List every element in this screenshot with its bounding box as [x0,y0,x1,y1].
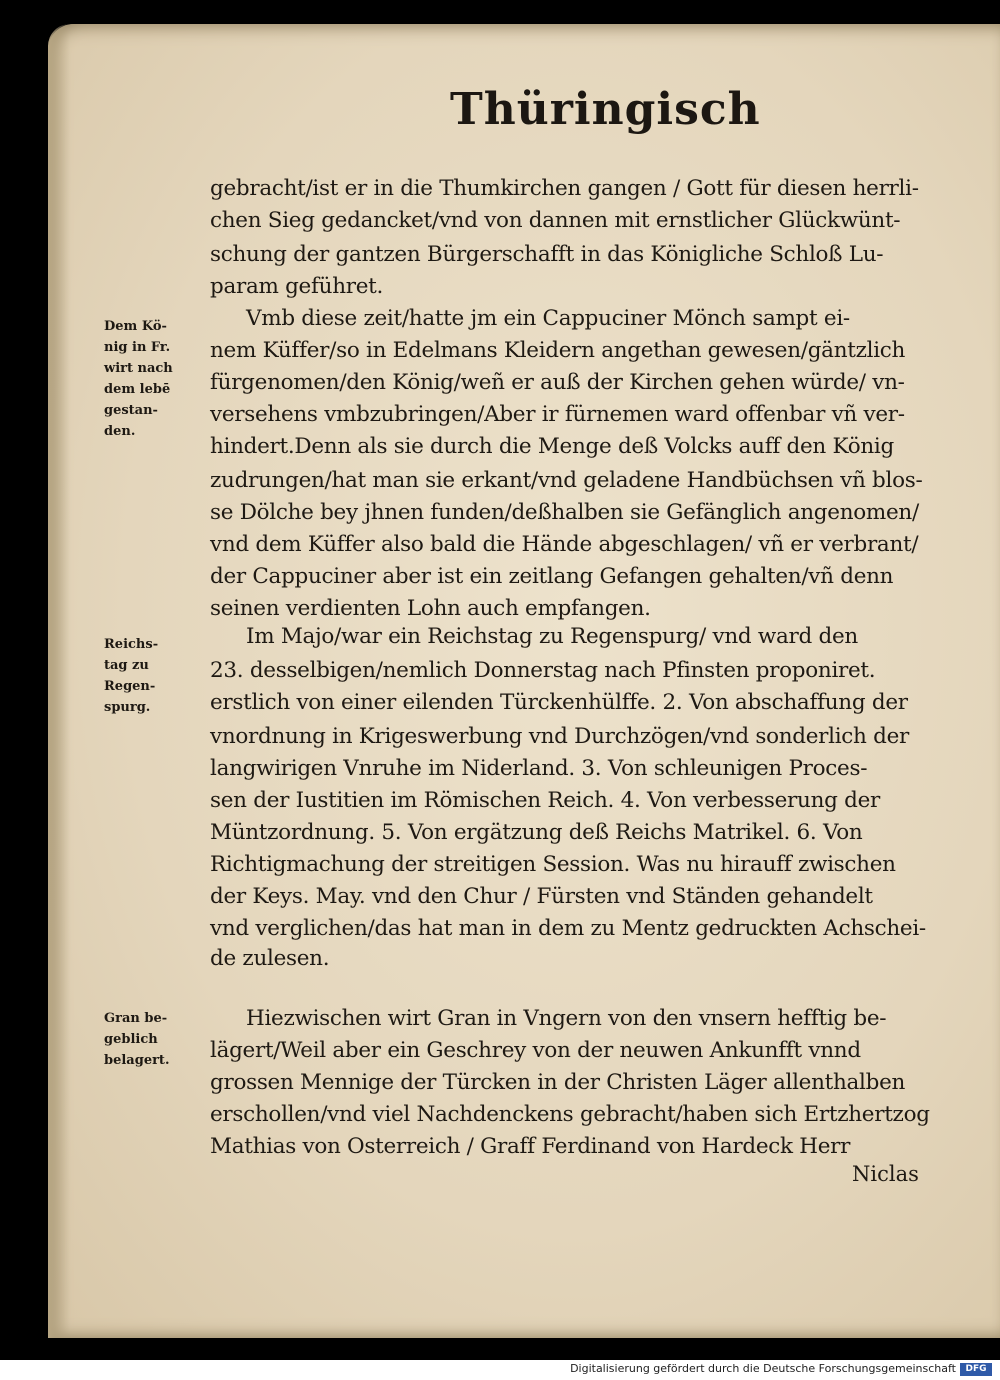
catchword: Niclas [852,1162,919,1186]
margin-note-gran [104,1008,200,1071]
text-line: sen der Iustitien im Römischen Reich. 4. Von verbesserung der [210,788,880,813]
text-line: seinen verdienten Lohn auch empfangen. [210,596,651,621]
margin-note-line: Reichs- [104,637,159,652]
text-line: nem Küffer/so in Edelmans Kleidern angethan gewesen/gäntzlich [210,338,906,363]
text-line: Vmb diese zeit/hatte jm ein Cappuciner Mönch sampt ei- [246,306,850,331]
footer-bar [0,1360,1000,1380]
margin-note-line: wirt nach [104,361,173,376]
text-line: grossen Mennige der Türcken in der Christen Läger allenthalben [210,1070,906,1095]
text-line: se Dölche bey jhnen funden/deßhalben sie Gefänglich angenomen/ [210,500,919,525]
text-line: der Keys. May. vnd den Chur / Fürsten vnd Ständen gehandelt [210,884,873,909]
text-line: param geführet. [210,274,384,299]
text-line: Im Majo/war ein Reichstag zu Regenspurg/ vnd ward den [246,624,858,649]
text-line: gebracht/ist er in die Thumkirchen gangen / Gott für diesen herrli- [210,176,919,201]
margin-note-line: den. [104,424,136,439]
running-header: Thüringisch [450,84,761,135]
margin-note-king [104,316,200,442]
text-line: erschollen/vnd viel Nachdenckens gebracht/haben sich Ertzhertzog [210,1102,930,1127]
text-line: lägert/Weil aber ein Geschrey von der neuwen Ankunfft vnnd [210,1038,861,1063]
margin-note-line: tag zu [104,658,149,673]
margin-note-line: gestan- [104,403,158,418]
text-line: versehens vmbzubringen/Aber ir fürnemen ward offenbar vñ ver- [210,402,905,427]
dfg-logo-icon: DFG [960,1363,992,1376]
margin-note-line: spurg. [104,700,151,715]
footer-credit: Digitalisierung gefördert durch die Deutsche Forschungsgemeinschaft [570,1362,956,1375]
text-line: zudrungen/hat man sie erkant/vnd geladene Handbüchsen vñ blos- [210,468,923,493]
text-line: Richtigmachung der streitigen Session. Was nu hirauff zwischen [210,852,896,877]
margin-note-line: Gran be- [104,1011,168,1026]
margin-note-reichstag [104,634,200,718]
text-line: Müntzordnung. 5. Von ergätzung deß Reichs Matrikel. 6. Von [210,820,863,845]
margin-note-line: geblich [104,1032,158,1047]
text-line: der Cappuciner aber ist ein zeitlang Gefangen gehalten/vñ denn [210,564,894,589]
text-line: vnd dem Küffer also bald die Hände abgeschlagen/ vñ er verbrant/ [210,532,919,557]
text-line: de zulesen. [210,946,330,971]
text-line: fürgenomen/den König/weñ er auß der Kirchen gehen würde/ vn- [210,370,905,395]
margin-note-line: Regen- [104,679,156,694]
text-line: schung der gantzen Bürgerschafft in das Königliche Schloß Lu- [210,242,884,267]
text-line: erstlich von einer eilenden Türckenhülffe. 2. Von abschaffung der [210,690,908,715]
margin-note-line: nig in Fr. [104,340,171,355]
text-line: vnd verglichen/das hat man in dem zu Mentz gedruckten Achschei- [210,916,926,941]
margin-note-line: Dem Kö- [104,319,167,334]
margin-note-line: dem lebē [104,382,171,397]
text-line: Hiezwischen wirt Gran in Vngern von den vnsern hefftig be- [246,1006,887,1031]
text-line: vnordnung in Krigeswerbung vnd Durchzögen/vnd sonderlich der [210,724,909,749]
text-line: hindert.Denn als sie durch die Menge deß Volcks auff den König [210,434,894,459]
text-line: 23. desselbigen/nemlich Donnerstag nach Pfinsten proponiret. [210,658,876,683]
margin-note-line: belagert. [104,1053,170,1068]
text-line: langwirigen Vnruhe im Niderland. 3. Von schleunigen Proces- [210,756,868,781]
text-line: chen Sieg gedancket/vnd von dannen mit ernstlicher Glückwünt- [210,208,901,233]
text-line: Mathias von Osterreich / Graff Ferdinand von Hardeck Herr [210,1134,851,1159]
